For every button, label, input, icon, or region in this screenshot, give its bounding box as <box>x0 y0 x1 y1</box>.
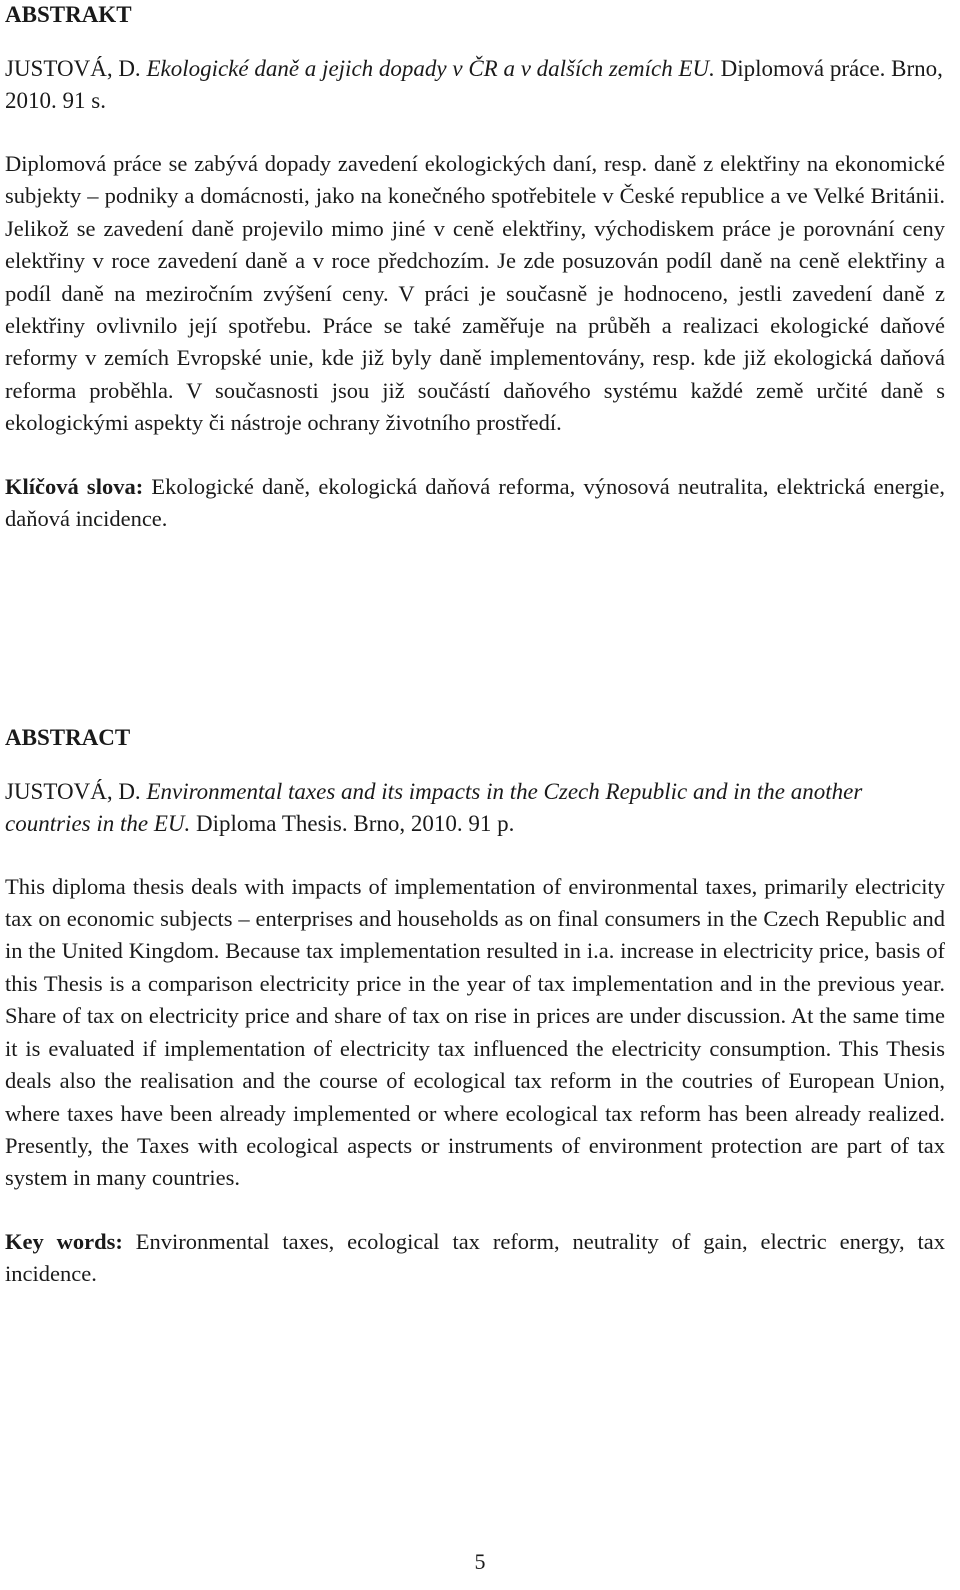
citation-details: Diplomová práce. Brno, 2010. 91 s. <box>5 56 943 113</box>
abstract-heading: ABSTRACT <box>5 724 131 750</box>
abstrakt-citation <box>5 53 945 117</box>
citation-title: Ekologické daně a jejich dopady v ČR a v dalších zemích EU. <box>146 56 715 81</box>
citation-title: Environmental taxes and its impacts in the Czech Republic and in the another countries in the EU. <box>5 778 863 836</box>
citation-author: JUSTOVÁ, D. <box>5 56 147 81</box>
abstract-keywords <box>5 1226 945 1290</box>
abstract-citation <box>5 776 945 840</box>
keywords-label: Key words: <box>5 1228 123 1254</box>
document-page <box>5 0 945 1290</box>
abstrakt-heading: ABSTRAKT <box>5 2 132 27</box>
citation-details: Diploma Thesis. Brno, 2010. 91 p. <box>190 810 515 836</box>
keywords-label: Klíčová slova: <box>5 473 144 499</box>
page-number: 5 <box>474 1549 486 1574</box>
keywords-list: Environmental taxes, ecological tax reform, neutrality of gain, electric energy, tax incidence. <box>5 1228 945 1286</box>
abstrakt-body: Diplomová práce se zabývá dopady zavedení ekologických daní, resp. daně z elektřiny na ekonomické subjekty – podniky a domácnosti, jako na konečného spotřebitele v České republice a ve Velké Británii. Jelikož se zavedení daně projevilo mimo jiné v ceně elektřiny, východiskem práce je porovnání ceny elektřiny v roce zavedení daně a v roce předchozím. Je zde posuzován podíl daně na ceně elektřiny a podíl daně na meziročním zvýšení ceny. V práci je současně je hodnoceno, jestli zavedení daně z elektřiny ovlivnilo její spotřebu. Práce se také zaměřuje na průběh a realizaci ekologické daňové reformy v zemích Evropské unie, kde již byly daně implementovány, resp. kde již ekologická daňová reforma proběhla. V současnosti jsou již součástí daňového systému každé země určité daně s ekologickými aspekty či nástroje ochrany životního prostředí. <box>5 151 945 436</box>
abstrakt-keywords <box>5 471 945 535</box>
citation-author: JUSTOVÁ, D. <box>5 778 147 804</box>
abstract-body: This diploma thesis deals with impacts of implementation of environmental taxes, primarily electricity tax on economic subjects – enterprises and households as on final consumers in the Czech Republic and in the United Kingdom. Because tax implementation resulted in i.a. increase in electricity price, basis of this Thesis is a comparison electricity price in the year of tax implementation and in the previous year. Share of tax on electricity price and share of tax on rise in prices are under discussion. At the same time it is evaluated if implementation of electricity tax influenced the electricity consumption. This Thesis deals also the realisation and the course of ecological tax reform in the coutries of European Union, where taxes have been already implemented or where ecological tax reform has been already realized. Presently, the Taxes with ecological aspects or instruments of environment protection are part of tax system in many countries. <box>5 873 945 1191</box>
keywords-list: Ekologické daně, ekologická daňová reforma, výnosová neutralita, elektrická energie, daňová incidence. <box>5 473 945 531</box>
